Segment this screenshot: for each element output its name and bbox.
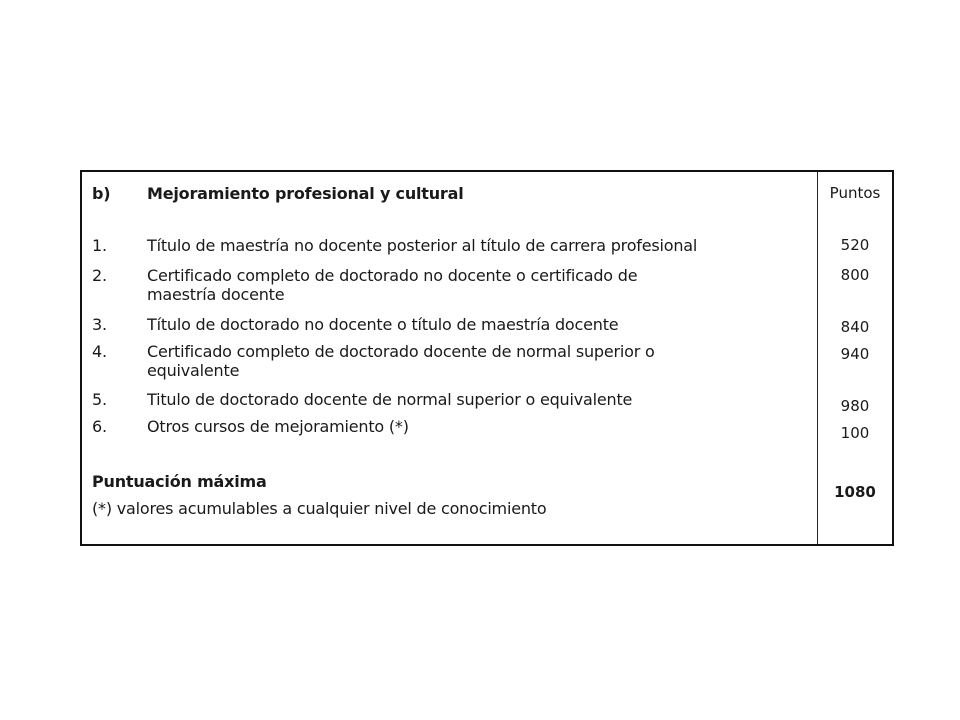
- item-text: Título de doctorado no docente o título de maestría docente: [147, 315, 619, 334]
- points-value: 940: [840, 345, 870, 363]
- section-title: Mejoramiento profesional y cultural: [147, 184, 464, 203]
- item-text-continued: equivalente: [147, 361, 240, 380]
- points-value: 520: [840, 236, 870, 254]
- item-text: Titulo de doctorado docente de normal superior o equivalente: [147, 390, 633, 409]
- item-number: 4.: [92, 342, 107, 361]
- footnote: (*) valores acumulables a cualquier nivel de conocimiento: [92, 499, 547, 518]
- scoring-table: [80, 170, 894, 546]
- points-value: 980: [840, 397, 870, 415]
- points-value: 800: [840, 266, 870, 284]
- item-text: Título de maestría no docente posterior al título de carrera profesional: [147, 236, 698, 255]
- item-number: 3.: [92, 315, 107, 334]
- points-column: [818, 172, 892, 544]
- max-score-label: Puntuación máxima: [92, 472, 267, 491]
- item-number: 5.: [92, 390, 107, 409]
- points-header: Puntos: [829, 184, 881, 202]
- section-marker: b): [92, 184, 111, 203]
- item-number: 6.: [92, 417, 107, 436]
- item-number: 1.: [92, 236, 107, 255]
- points-max: 1080: [834, 483, 876, 501]
- item-text: Certificado completo de doctorado docente de normal superior o: [147, 342, 655, 361]
- item-text: Certificado completo de doctorado no docente o certificado de: [147, 266, 638, 285]
- item-text: Otros cursos de mejoramiento (*): [147, 417, 409, 436]
- item-number: 2.: [92, 266, 107, 285]
- item-text-continued: maestría docente: [147, 285, 285, 304]
- criteria-column: [82, 172, 818, 544]
- points-value: 100: [840, 424, 870, 442]
- points-value: 840: [840, 318, 870, 336]
